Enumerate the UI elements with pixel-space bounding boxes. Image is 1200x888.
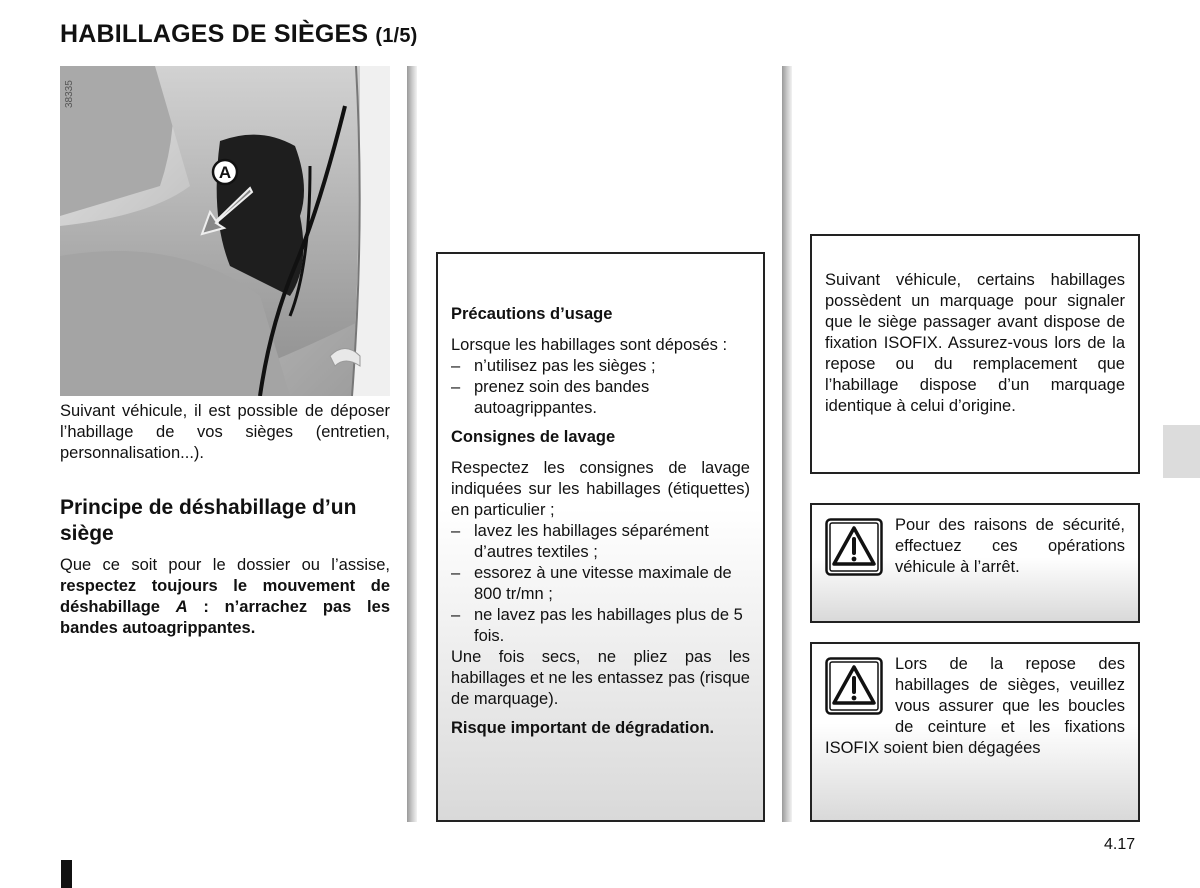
principle-text-bold-end: : n’arrachez pas les bandes autoagrippantes. (60, 598, 390, 637)
list-item: – lavez les habillages séparément d’autres textiles ; (451, 522, 709, 561)
page-title-suffix: (1/5) (375, 25, 418, 47)
principle-text-bold: respectez toujours le mouvement de déshabillage (60, 577, 390, 616)
page-title-text: HABILLAGES DE SIÈGES (60, 20, 369, 48)
column-divider-2 (782, 66, 792, 822)
page-title (60, 20, 418, 49)
washing-heading: Consignes de lavage (451, 428, 616, 446)
warning-triangle-icon (825, 518, 883, 576)
principle-text-letter: A (175, 598, 188, 616)
warning-triangle-icon (825, 657, 883, 715)
risk-text: Risque important de dégradation. (451, 719, 715, 737)
section-heading: Principe de déshabillage d’un siège (60, 496, 357, 545)
list-item: – n’utilisez pas les sièges ; (451, 357, 656, 375)
figure-ref-number: 38335 (64, 80, 75, 108)
isofix-note-text: Suivant véhicule, certains habillages possèdent un marquage pour signaler que le siège passager avant dispose de fixation ISOFIX. Assurez-vous lors de la repose ou du remplacement que l’habillage dispose d’un marquage identique à celui d’origine. (825, 271, 1125, 415)
principle-paragraph (60, 555, 390, 639)
after-wash-text: Une fois secs, ne pliez pas les habillages et ne les entassez pas (risque de marquage). (451, 648, 750, 708)
corner-mark (61, 860, 72, 888)
warning-text: Pour des raisons de sécurité, effectuez ces opérations véhicule à l’arrêt. (895, 516, 1125, 576)
isofix-note-box (810, 234, 1140, 474)
intro-paragraph: Suivant véhicule, il est possible de déposer l’habillage de vos sièges (entretien, personnalisation...). (60, 402, 390, 462)
list-item: – essorez à une vitesse maximale de 800 tr/mn ; (451, 564, 732, 603)
seat-cover-photo (60, 66, 390, 396)
precautions-heading: Précautions d’usage (451, 305, 613, 323)
warning-text: Lors de la repose des habillages de sièges, veuillez vous assurer que les boucles de ceinture et les fixations ISOFIX soient bien dégagées (825, 655, 1125, 757)
callout-label: A (218, 163, 232, 182)
precautions-intro: Lorsque les habillages sont déposés : (451, 336, 728, 354)
page-number: 4.17 (1104, 836, 1136, 853)
chapter-tab (1163, 425, 1200, 478)
washing-intro: Respectez les consignes de lavage indiquées sur les habillages (étiquettes) en particulier ; (451, 459, 750, 519)
list-item: – prenez soin des bandes autoagrippantes. (451, 378, 650, 417)
list-item: – ne lavez pas les habillages plus de 5 fois. (451, 606, 743, 645)
precautions-box (436, 252, 765, 822)
warning-box-refit (810, 642, 1140, 822)
seat-illustration (60, 66, 390, 396)
principle-text-normal: Que ce soit pour le dossier ou l’assise, (60, 556, 390, 574)
column-divider-1 (407, 66, 417, 822)
warning-box-safety (810, 503, 1140, 623)
